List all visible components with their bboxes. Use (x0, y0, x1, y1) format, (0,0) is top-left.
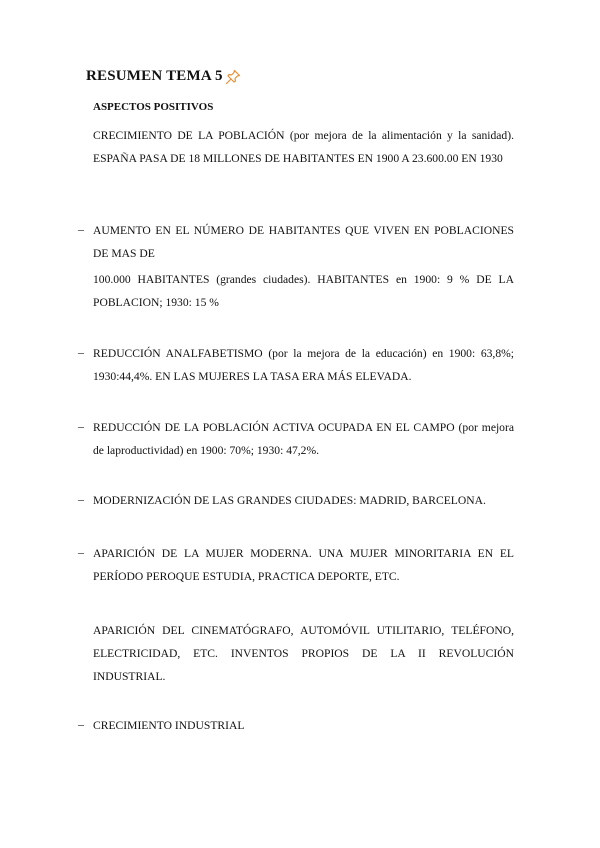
paragraph-urban-population-figures: 100.000 HABITANTES (grandes ciudades). HABITANTES en 1900: 9 % DE LA POBLACION; 1930: 15 % (93, 273, 514, 309)
paragraph-population-growth: CRECIMIENTO DE LA POBLACIÓN (por mejora de la alimentación y la sanidad). ESPAÑA PASA DE 18 MILLONES DE HABITANTES EN 1900 A 23.600.00 EN 1930 (93, 129, 514, 165)
pushpin-icon (225, 69, 241, 85)
section-subtitle: ASPECTOS POSITIVOS (93, 101, 214, 113)
bullet-dash: – (78, 492, 84, 506)
bullet-dash: – (78, 545, 84, 559)
page-title-text: RESUMEN TEMA 5 (86, 68, 223, 84)
bullet-dash: – (78, 222, 84, 236)
paragraph-modern-woman: APARICIÓN DE LA MUJER MODERNA. UNA MUJER MINORITARIA EN EL PERÍODO PEROQUE ESTUDIA, PRACTICA DEPORTE, ETC. (93, 547, 514, 583)
paragraph-illiteracy: REDUCCIÓN ANALFABETISMO (por la mejora de la educación) en 1900: 63,8%; 1930:44,4%. EN LAS MUJERES LA TASA ERA MÁS ELEVADA. (93, 347, 514, 383)
paragraph-urban-population: AUMENTO EN EL NÚMERO DE HABITANTES QUE VIVEN EN POBLACIONES DE MAS DE (93, 224, 514, 260)
paragraph-inventions: APARICIÓN DEL CINEMATÓGRAFO, AUTOMÓVIL UTILITARIO, TELÉFONO, ELECTRICIDAD, ETC. INVENTOS PROPIOS DE LA II REVOLUCIÓN INDUSTRIAL. (93, 624, 514, 683)
bullet-dash: – (78, 717, 84, 731)
paragraph-industrial-growth: CRECIMIENTO INDUSTRIAL (93, 719, 245, 732)
paragraph-agricultural-workforce: REDUCCIÓN DE LA POBLACIÓN ACTIVA OCUPADA EN EL CAMPO (por mejora de laproductividad) en 1900: 70%; 1930: 47,2%. (93, 421, 514, 457)
paragraph-city-modernization: MODERNIZACIÓN DE LAS GRANDES CIUDADES: MADRID, BARCELONA. (93, 494, 486, 507)
bullet-dash: – (78, 345, 84, 359)
bullet-dash: – (78, 419, 84, 433)
page-title (86, 68, 241, 85)
